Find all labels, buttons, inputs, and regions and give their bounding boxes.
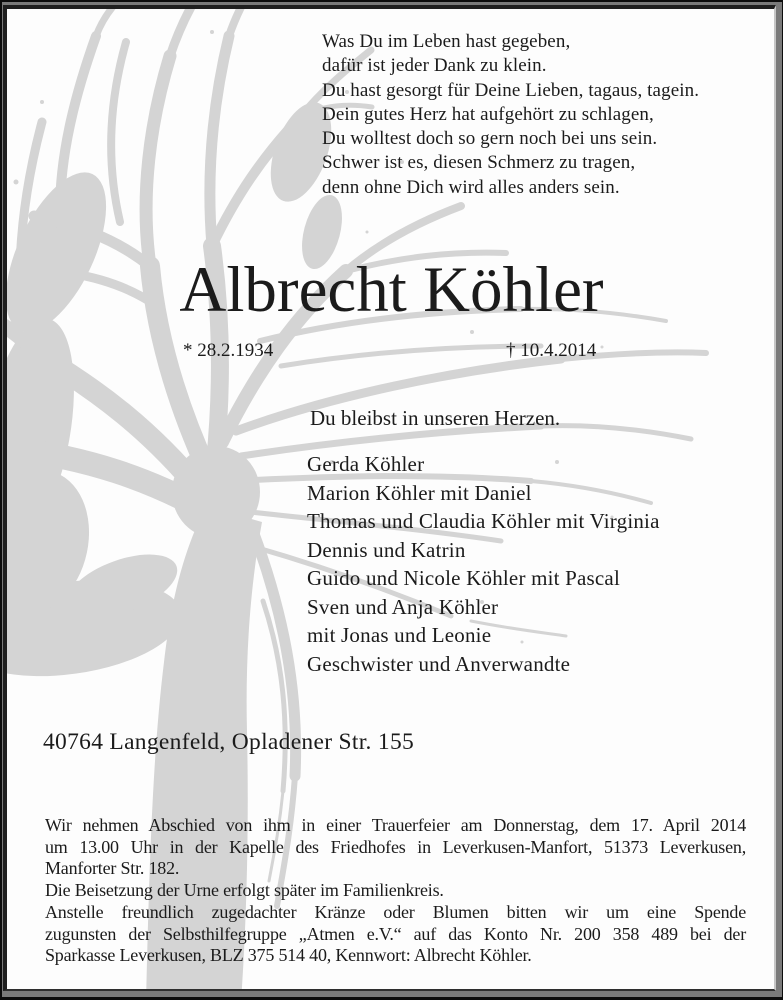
death-date: † 10.4.2014	[506, 340, 597, 361]
poem-line: dafür ist jeder Dank zu klein.	[322, 55, 547, 77]
obituary-page	[3, 5, 776, 991]
notice-line: Wir nehmen Abschied von ihm in einer Trauerfeier am Donnerstag, dem 17. April 2014	[45, 815, 746, 835]
notice-line: Manforter Str. 182.	[45, 858, 180, 879]
page-canvas	[3, 5, 776, 991]
notice-line: um 13.00 Uhr in der Kapelle des Friedhofes in Leverkusen-Manfort, 51373 Leverkusen,	[45, 836, 746, 857]
memorial-poem	[322, 30, 699, 200]
mourner-line: Thomas und Claudia Köhler mit Virginia	[307, 509, 660, 533]
mourner-line: mit Jonas und Leonie	[307, 623, 492, 647]
poem-line: denn ohne Dich wird alles anders sein.	[322, 176, 620, 198]
notice-line: Die Beisetzung der Urne erfolgt später im Familienkreis.	[45, 880, 444, 901]
mourner-line: Guido und Nicole Köhler mit Pascal	[307, 566, 620, 590]
mourner-line: Marion Köhler mit Daniel	[307, 480, 532, 505]
poem-line: Was Du im Leben hast gegeben,	[322, 31, 571, 52]
home-address: 40764 Langenfeld, Opladener Str. 155	[43, 729, 415, 755]
deceased-name: Albrecht Köhler	[179, 254, 604, 326]
notice-line: Anstelle freundlich zugedachter Kränze oder Blumen bitten wir um eine Spende	[45, 901, 746, 922]
poem-line: Schwer ist es, diesen Schmerz zu tragen,	[322, 152, 636, 174]
funeral-notice	[45, 815, 746, 967]
notice-line: zugunsten der Selbsthilfegruppe „Atmen e.V.“ auf das Konto Nr. 200 358 489 bei der	[45, 923, 746, 944]
birth-date: * 28.2.1934	[183, 340, 274, 361]
mourner-line: Gerda Köhler	[307, 452, 425, 476]
mourner-line: Dennis und Katrin	[307, 537, 466, 562]
dedication-line: Du bleibst in unseren Herzen.	[310, 406, 561, 430]
poem-line: Du wolltest doch so gern noch bei uns sein.	[322, 128, 658, 150]
mourner-line: Geschwister und Anverwandte	[307, 651, 571, 676]
notice-line: Sparkasse Leverkusen, BLZ 375 514 40, Kennwort: Albrecht Köhler.	[45, 945, 532, 966]
poem-line: Du hast gesorgt für Deine Lieben, tagaus, tagein.	[322, 79, 700, 101]
mourners-list	[307, 450, 660, 678]
poem-line: Dein gutes Herz hat aufgehört zu schlagen,	[322, 103, 654, 125]
mourner-line: Sven und Anja Köhler	[307, 594, 499, 619]
